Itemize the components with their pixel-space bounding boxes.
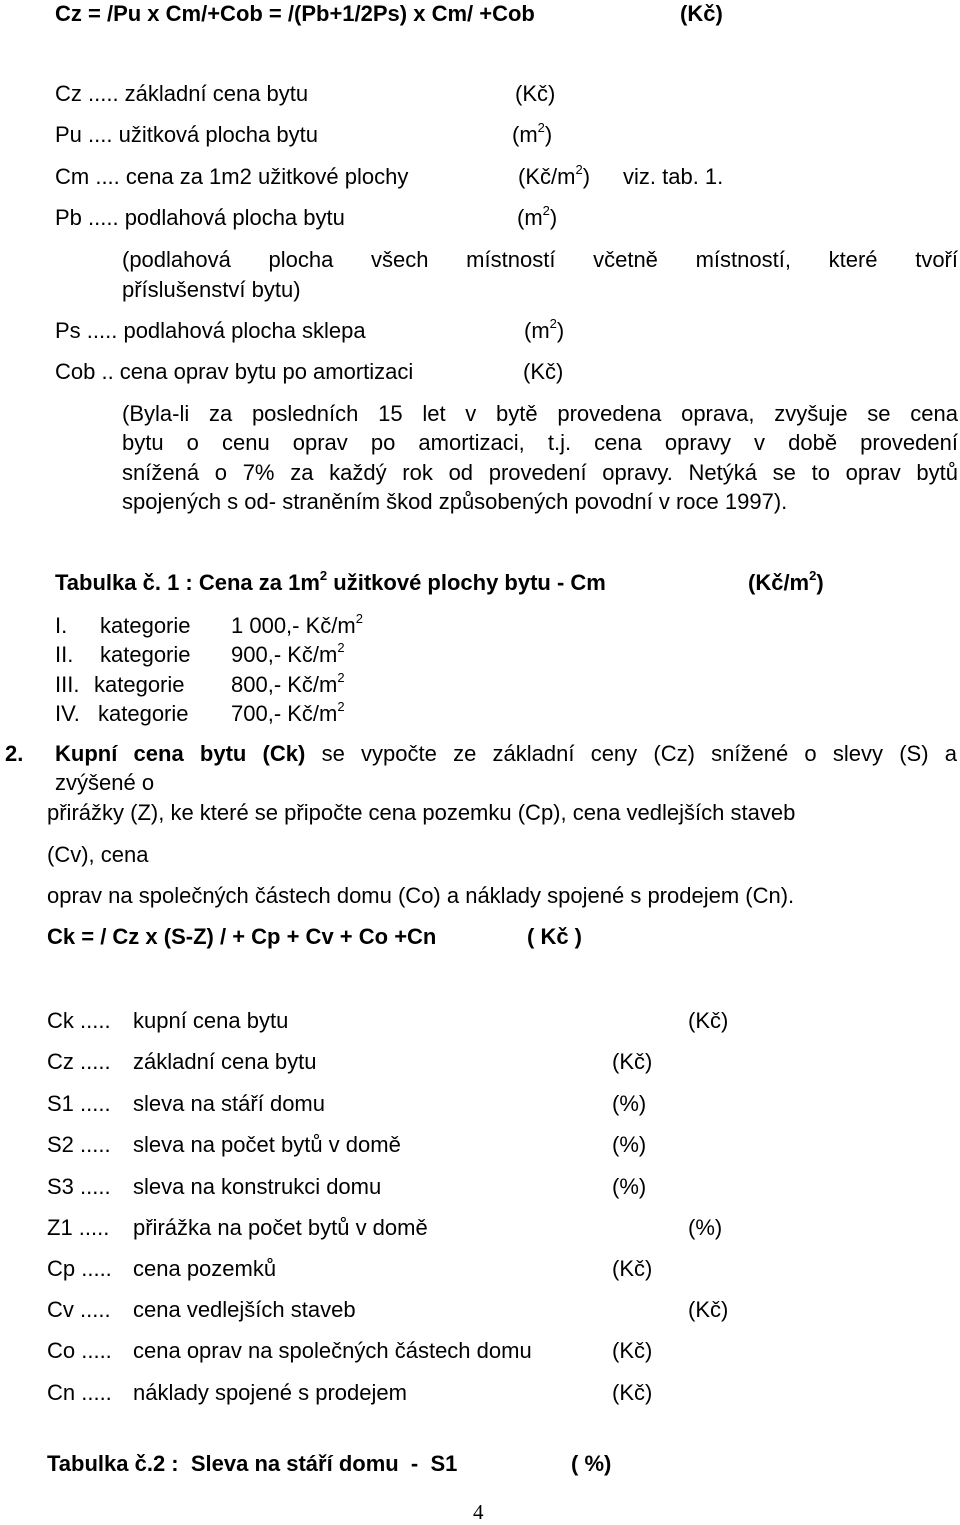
table1-row-price: 700,- $Kč/m^2$ <box>231 699 345 726</box>
cob-note-line-4: spojených s od- straněním škod způsobených povodní v roce 1997). <box>122 489 788 514</box>
cob-note-line-2: bytu o cenu oprav po amortizaci, t.j. cena opravy v době provedení <box>122 430 958 455</box>
table1-row-price: 800,- $Kč/m^2$ <box>231 670 345 697</box>
def2-label: cena pozemků <box>133 1256 277 1281</box>
section2-intro: Kupní cena bytu (Ck) se vypočte ze základní ceny (Cz) snížené o slevy (S) a <box>55 741 957 766</box>
def2-unit: (Kč) <box>612 1049 653 1074</box>
table1-unit: $(Kč/m^2)$ <box>748 568 824 595</box>
def-cm-note: viz. tab. 1. <box>623 164 724 189</box>
def-pu-unit: $(m^2)$ <box>512 120 553 147</box>
def2-label: sleva na počet bytů v domě <box>133 1132 401 1157</box>
def2-code: Cv ..... <box>47 1297 111 1322</box>
def2-unit: (%) <box>612 1174 647 1199</box>
def2-code: S2 ..... <box>47 1132 111 1157</box>
section2-line-2: zvýšené o <box>55 770 155 795</box>
def2-code: S3 ..... <box>47 1174 111 1199</box>
def2-code: Ck ..... <box>47 1008 111 1033</box>
table1-row-price: 1 000,- $Kč/m^2$ <box>231 611 363 638</box>
section2-line-3: přirážky (Z), ke které se připočte cena pozemku (Cp), cena vedlejších staveb <box>47 800 796 825</box>
def2-code: Cn ..... <box>47 1380 112 1405</box>
formula-base-price: Cz = /Pu x Cm/+Cob = /(Pb+1/2Ps) x Cm/ +Cob <box>55 1 535 26</box>
def-cob-label: Cob .. cena oprav bytu po amortizaci <box>55 359 414 384</box>
def2-unit: (Kč) <box>612 1338 653 1363</box>
def2-label: sleva na konstrukci domu <box>133 1174 382 1199</box>
def2-code: S1 ..... <box>47 1091 111 1116</box>
def2-label: náklady spojené s prodejem <box>133 1380 407 1405</box>
def-pb-unit: $(m^2)$ <box>517 203 558 230</box>
def2-unit: (Kč) <box>612 1380 653 1405</box>
def2-label: sleva na stáří domu <box>133 1091 325 1116</box>
cob-note-line-3: snížená o 7% za každý rok od provedení opravy. Netýká se to oprav bytů <box>122 460 958 485</box>
table2-title: Tabulka č.2 : Sleva na stáří domu - S1 <box>47 1451 458 1476</box>
page-number: 4 <box>473 1500 484 1524</box>
table2-unit: ( %) <box>571 1451 612 1476</box>
def2-label: cena oprav na společných částech domu <box>133 1338 532 1363</box>
def2-unit: (%) <box>612 1132 647 1157</box>
def-cob-unit: (Kč) <box>523 359 564 384</box>
table1-row-cat: kategorie <box>94 672 185 697</box>
section2-line-4: (Cv), cena <box>47 842 149 867</box>
table1-row-cat: kategorie <box>100 642 191 667</box>
table1-row-num: I. <box>55 613 68 638</box>
def2-unit: (Kč) <box>688 1008 729 1033</box>
formula-purchase-price: Ck = / Cz x (S-Z) / + Cp + Cv + Co +Cn <box>47 924 437 949</box>
def2-unit: (%) <box>688 1215 723 1240</box>
def2-label: cena vedlejších staveb <box>133 1297 356 1322</box>
def2-label: kupní cena bytu <box>133 1008 289 1033</box>
pb-note-line-1: (podlahová plocha všech místností včetně místností, které tvoří <box>122 247 958 272</box>
def-ps-unit: $(m^2)$ <box>524 316 565 343</box>
cob-note-line-1: (Byla-li za posledních 15 let v bytě provedena oprava, zvyšuje se cena <box>122 401 958 426</box>
pb-note-line-2: příslušenství bytu) <box>122 277 301 302</box>
def-cm-unit: $(Kč/m^2)$ <box>518 162 591 189</box>
def2-code: Cp ..... <box>47 1256 112 1281</box>
section2-number: 2. <box>5 741 24 766</box>
def2-code: Cz ..... <box>47 1049 111 1074</box>
def-cz-unit: (Kč) <box>515 81 556 106</box>
def-pb-label: Pb ..... podlahová plocha bytu <box>55 205 345 230</box>
table1-title: Tabulka č. 1 : Cena za $1m^2$ užitkové plochy bytu - Cm <box>55 568 606 595</box>
def2-label: přirážka na počet bytů v domě <box>133 1215 428 1240</box>
def2-unit: (Kč) <box>688 1297 729 1322</box>
def2-label: základní cena bytu <box>133 1049 317 1074</box>
table1-row-cat: kategorie <box>98 701 189 726</box>
def-ps-label: Ps ..... podlahová plocha sklepa <box>55 318 366 343</box>
def2-unit: (%) <box>612 1091 647 1116</box>
def2-code: Co ..... <box>47 1338 112 1363</box>
def2-code: Z1 ..... <box>47 1215 110 1240</box>
formula-purchase-price-unit: ( Kč ) <box>527 924 582 949</box>
table1-row-cat: kategorie <box>100 613 191 638</box>
def2-unit: (Kč) <box>612 1256 653 1281</box>
table1-row-num: IV. <box>55 701 80 726</box>
def-pu-label: Pu .... užitková plocha bytu <box>55 122 318 147</box>
formula-base-price-unit: (Kč) <box>680 1 723 26</box>
def-cm-label: Cm .... cena za 1m2 užitkové plochy <box>55 164 409 189</box>
def-cz-label: Cz ..... základní cena bytu <box>55 81 309 106</box>
table1-row-num: II. <box>55 642 74 667</box>
table1-row-price: 900,- $Kč/m^2$ <box>231 640 345 667</box>
section2-line-5: oprav na společných částech domu (Co) a náklady spojené s prodejem (Cn). <box>47 883 795 908</box>
table1-row-num: III. <box>55 672 80 697</box>
